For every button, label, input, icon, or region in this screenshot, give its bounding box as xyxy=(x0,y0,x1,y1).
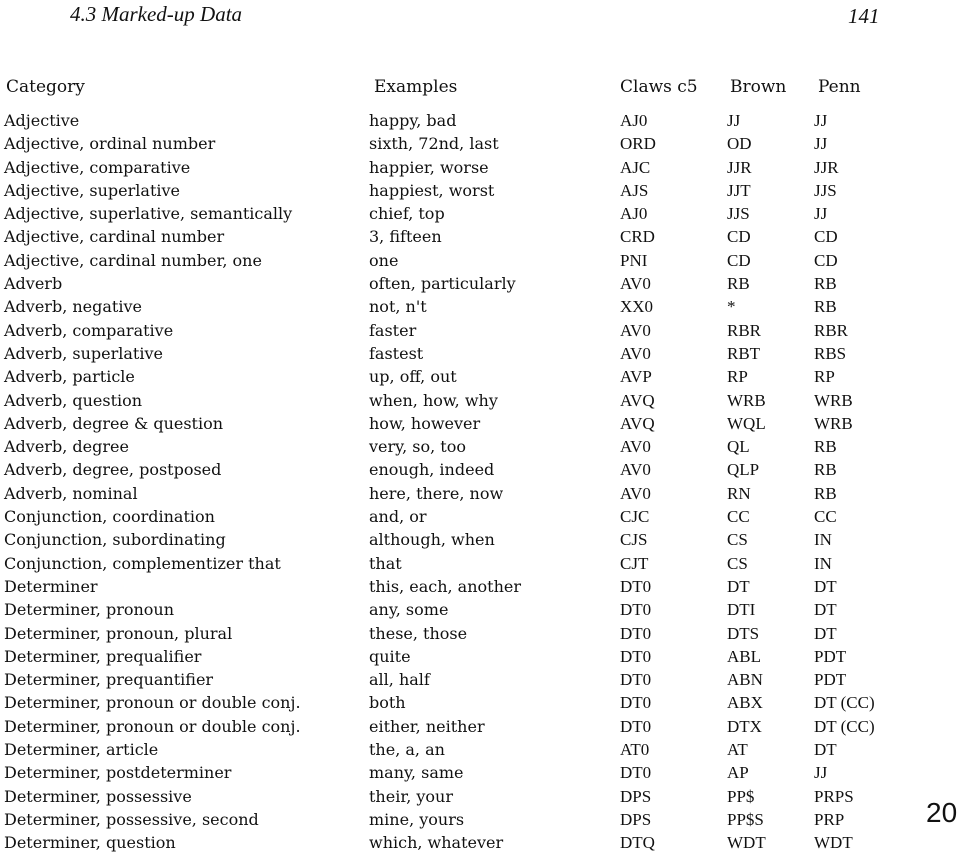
examples-cell: up, off, out xyxy=(369,367,457,387)
brown-cell: AT xyxy=(727,740,748,760)
examples-cell: how, however xyxy=(369,413,481,433)
table-row xyxy=(0,598,960,621)
category-cell: Adjective, cardinal number, one xyxy=(4,250,262,270)
claws-c5-cell: DT0 xyxy=(620,716,652,736)
brown-cell: CS xyxy=(727,553,748,573)
table-row xyxy=(0,225,960,248)
brown-cell: RBT xyxy=(727,343,761,363)
category-cell: Determiner, pronoun, plural xyxy=(4,623,233,643)
column-header-examples: Examples xyxy=(374,77,458,97)
column-header-brown: Brown xyxy=(730,77,787,97)
brown-cell: WRB xyxy=(727,390,766,410)
brown-cell: RB xyxy=(727,274,750,294)
brown-cell: DT xyxy=(727,576,750,596)
brown-cell: CD xyxy=(727,227,751,247)
penn-cell: PRPS xyxy=(814,786,854,806)
table-row xyxy=(0,435,960,458)
claws-c5-cell: AJC xyxy=(620,157,651,177)
examples-cell: happier, worse xyxy=(369,157,489,177)
penn-cell: WRB xyxy=(814,413,853,433)
penn-cell: IN xyxy=(814,553,832,573)
claws-c5-cell: CJC xyxy=(620,507,650,527)
brown-cell: * xyxy=(727,297,736,317)
table-row xyxy=(0,785,960,808)
examples-cell: sixth, 72nd, last xyxy=(369,134,499,154)
examples-cell: the, a, an xyxy=(369,740,445,760)
column-header-category: Category xyxy=(6,77,85,97)
brown-cell: OD xyxy=(727,134,752,154)
claws-c5-cell: AJ0 xyxy=(620,111,648,130)
penn-cell: CC xyxy=(814,507,837,527)
penn-cell: DT xyxy=(814,600,837,620)
claws-c5-cell: AV0 xyxy=(620,320,651,340)
penn-cell: CD xyxy=(814,227,838,247)
category-cell: Adverb, degree, postposed xyxy=(4,460,222,480)
brown-cell: ABN xyxy=(727,670,763,690)
penn-cell: JJ xyxy=(814,111,828,130)
table-row xyxy=(0,156,960,179)
category-cell: Determiner, prequantifier xyxy=(4,670,214,690)
claws-c5-cell: DT0 xyxy=(620,576,652,596)
examples-cell: and, or xyxy=(369,507,427,527)
category-cell: Adverb, superlative xyxy=(4,343,163,363)
category-cell: Determiner, question xyxy=(4,833,176,853)
table-row xyxy=(0,528,960,551)
brown-cell: DTI xyxy=(727,600,756,620)
category-cell: Adjective, superlative, semantically xyxy=(4,204,293,224)
category-cell: Conjunction, subordinating xyxy=(4,530,226,550)
examples-cell: mine, yours xyxy=(369,809,465,829)
claws-c5-cell: DT0 xyxy=(620,693,652,713)
penn-cell: RB xyxy=(814,437,837,457)
table-row xyxy=(0,761,960,784)
claws-c5-cell: AJS xyxy=(620,180,649,200)
table-row xyxy=(0,412,960,435)
examples-cell: 3, fifteen xyxy=(369,227,442,247)
table-row xyxy=(0,272,960,295)
category-cell: Determiner, possessive, second xyxy=(4,809,259,829)
penn-cell: RBR xyxy=(814,320,849,340)
category-cell: Adjective, comparative xyxy=(4,157,191,177)
category-cell: Determiner, prequalifier xyxy=(4,646,202,666)
examples-cell: one xyxy=(369,250,399,270)
penn-cell: JJ xyxy=(814,134,828,154)
penn-cell: RB xyxy=(814,274,837,294)
column-header-penn: Penn xyxy=(818,77,861,97)
penn-cell: PDT xyxy=(814,670,847,690)
penn-cell: DT xyxy=(814,740,837,760)
table-row xyxy=(0,645,960,668)
claws-c5-cell: DPS xyxy=(620,809,652,829)
table-row xyxy=(0,319,960,342)
margin-number: 20 xyxy=(926,797,958,828)
examples-cell: their, your xyxy=(369,786,454,806)
table-row xyxy=(0,132,960,155)
claws-c5-cell: CJT xyxy=(620,553,649,573)
category-cell: Determiner, pronoun xyxy=(4,600,175,620)
penn-cell: JJS xyxy=(814,180,837,200)
category-cell: Adverb, negative xyxy=(4,297,142,317)
category-cell: Determiner, pronoun or double conj. xyxy=(4,693,301,713)
penn-cell: PRP xyxy=(814,809,845,829)
penn-cell: PDT xyxy=(814,646,847,666)
examples-cell: happiest, worst xyxy=(369,180,495,200)
category-cell: Determiner, pronoun or double conj. xyxy=(4,716,301,736)
table-row xyxy=(0,505,960,528)
claws-c5-cell: DT0 xyxy=(620,646,652,666)
table-row xyxy=(0,552,960,575)
brown-cell: JJ xyxy=(727,111,741,130)
category-cell: Adverb, question xyxy=(4,390,143,410)
examples-cell: often, particularly xyxy=(369,274,516,294)
penn-cell: WDT xyxy=(814,833,853,853)
brown-cell: PP$ xyxy=(727,786,755,806)
penn-cell: CD xyxy=(814,250,838,270)
category-cell: Conjunction, complementizer that xyxy=(4,553,281,573)
claws-c5-cell: AV0 xyxy=(620,437,651,457)
examples-cell: this, each, another xyxy=(369,576,522,596)
category-cell: Determiner, postdeterminer xyxy=(4,763,232,783)
brown-cell: ABL xyxy=(727,646,761,666)
table-row xyxy=(0,202,960,225)
brown-cell: JJS xyxy=(727,204,750,224)
examples-cell: which, whatever xyxy=(369,833,504,853)
claws-c5-cell: AV0 xyxy=(620,343,651,363)
examples-cell: quite xyxy=(369,646,411,666)
brown-cell: AP xyxy=(727,763,749,783)
column-header-claws-c5: Claws c5 xyxy=(620,77,698,97)
category-cell: Adverb, degree xyxy=(4,437,129,457)
examples-cell: either, neither xyxy=(369,716,485,736)
category-cell: Determiner, article xyxy=(4,740,159,760)
brown-cell: DTS xyxy=(727,623,760,643)
brown-cell: WQL xyxy=(727,413,766,433)
table-row xyxy=(0,622,960,645)
examples-cell: fastest xyxy=(369,343,424,363)
brown-cell: PP$S xyxy=(727,809,764,829)
brown-cell: JJR xyxy=(727,157,752,177)
category-cell: Adjective, cardinal number xyxy=(4,227,225,247)
claws-c5-cell: AV0 xyxy=(620,483,651,503)
examples-cell: faster xyxy=(369,320,417,340)
tag-table-body xyxy=(0,109,960,855)
claws-c5-cell: ORD xyxy=(620,134,656,154)
claws-c5-cell: DPS xyxy=(620,786,652,806)
examples-cell: very, so, too xyxy=(369,437,466,457)
category-cell: Adverb, degree & question xyxy=(4,413,224,433)
table-row xyxy=(0,109,960,132)
category-cell: Determiner xyxy=(4,576,98,596)
category-cell: Adjective, superlative xyxy=(4,180,180,200)
brown-cell: QLP xyxy=(727,460,760,480)
penn-cell: RB xyxy=(814,483,837,503)
table-row xyxy=(0,389,960,412)
penn-cell: RB xyxy=(814,460,837,480)
table-row xyxy=(0,249,960,272)
claws-c5-cell: AV0 xyxy=(620,274,651,294)
penn-cell: JJR xyxy=(814,157,839,177)
category-cell: Adjective, ordinal number xyxy=(4,134,216,154)
examples-cell: here, there, now xyxy=(369,483,504,503)
claws-c5-cell: AV0 xyxy=(620,460,651,480)
category-cell: Adverb, comparative xyxy=(4,320,174,340)
category-cell: Conjunction, coordination xyxy=(4,507,215,527)
page-number: 141 xyxy=(848,4,880,28)
penn-cell: JJ xyxy=(814,204,828,224)
section-heading: 4.3 Marked-up Data xyxy=(70,2,243,26)
examples-cell: enough, indeed xyxy=(369,460,495,480)
claws-c5-cell: AVQ xyxy=(620,390,655,410)
brown-cell: DTX xyxy=(727,716,762,736)
table-row xyxy=(0,738,960,761)
examples-cell: although, when xyxy=(369,530,495,550)
penn-cell: DT xyxy=(814,623,837,643)
category-cell: Adverb, nominal xyxy=(4,483,138,503)
brown-cell: WDT xyxy=(727,833,766,853)
examples-cell: both xyxy=(369,693,406,713)
examples-cell: any, some xyxy=(369,600,449,620)
claws-c5-cell: DT0 xyxy=(620,670,652,690)
examples-cell: all, half xyxy=(369,670,430,690)
table-row xyxy=(0,458,960,481)
table-row xyxy=(0,715,960,738)
penn-cell: JJ xyxy=(814,763,828,783)
examples-cell: these, those xyxy=(369,623,468,643)
table-row xyxy=(0,482,960,505)
claws-c5-cell: AVP xyxy=(620,367,652,387)
examples-cell: many, same xyxy=(369,763,464,783)
brown-cell: RBR xyxy=(727,320,762,340)
category-cell: Adverb xyxy=(4,274,63,294)
table-row xyxy=(0,831,960,854)
penn-cell: RP xyxy=(814,367,835,387)
penn-cell: DT (CC) xyxy=(814,693,875,713)
table-row xyxy=(0,295,960,318)
table-row xyxy=(0,575,960,598)
claws-c5-cell: DT0 xyxy=(620,600,652,620)
brown-cell: CD xyxy=(727,250,751,270)
claws-c5-cell: CRD xyxy=(620,227,655,247)
claws-c5-cell: DTQ xyxy=(620,833,655,853)
brown-cell: RP xyxy=(727,367,748,387)
category-cell: Adjective xyxy=(4,111,80,130)
brown-cell: CS xyxy=(727,530,748,550)
penn-cell: RB xyxy=(814,297,837,317)
table-row xyxy=(0,668,960,691)
category-cell: Adverb, particle xyxy=(4,367,135,387)
claws-c5-cell: AJ0 xyxy=(620,204,648,224)
claws-c5-cell: DT0 xyxy=(620,623,652,643)
claws-c5-cell: XX0 xyxy=(620,297,654,317)
penn-cell: DT xyxy=(814,576,837,596)
claws-c5-cell: AVQ xyxy=(620,413,655,433)
examples-cell: chief, top xyxy=(369,204,445,224)
brown-cell: QL xyxy=(727,437,750,457)
table-row xyxy=(0,691,960,714)
table-row xyxy=(0,179,960,202)
table-row xyxy=(0,365,960,388)
table-row xyxy=(0,342,960,365)
claws-c5-cell: DT0 xyxy=(620,763,652,783)
category-cell: Determiner, possessive xyxy=(4,786,192,806)
table-row xyxy=(0,808,960,831)
examples-cell: happy, bad xyxy=(369,111,457,130)
examples-cell: not, n't xyxy=(369,297,427,317)
brown-cell: RN xyxy=(727,483,751,503)
penn-cell: DT (CC) xyxy=(814,716,875,736)
penn-cell: IN xyxy=(814,530,832,550)
penn-cell: RBS xyxy=(814,343,847,363)
examples-cell: when, how, why xyxy=(369,390,498,410)
brown-cell: JJT xyxy=(727,180,751,200)
claws-c5-cell: AT0 xyxy=(620,740,650,760)
claws-c5-cell: PNI xyxy=(620,250,648,270)
penn-cell: WRB xyxy=(814,390,853,410)
brown-cell: CC xyxy=(727,507,750,527)
brown-cell: ABX xyxy=(727,693,763,713)
claws-c5-cell: CJS xyxy=(620,530,648,550)
examples-cell: that xyxy=(369,553,402,573)
